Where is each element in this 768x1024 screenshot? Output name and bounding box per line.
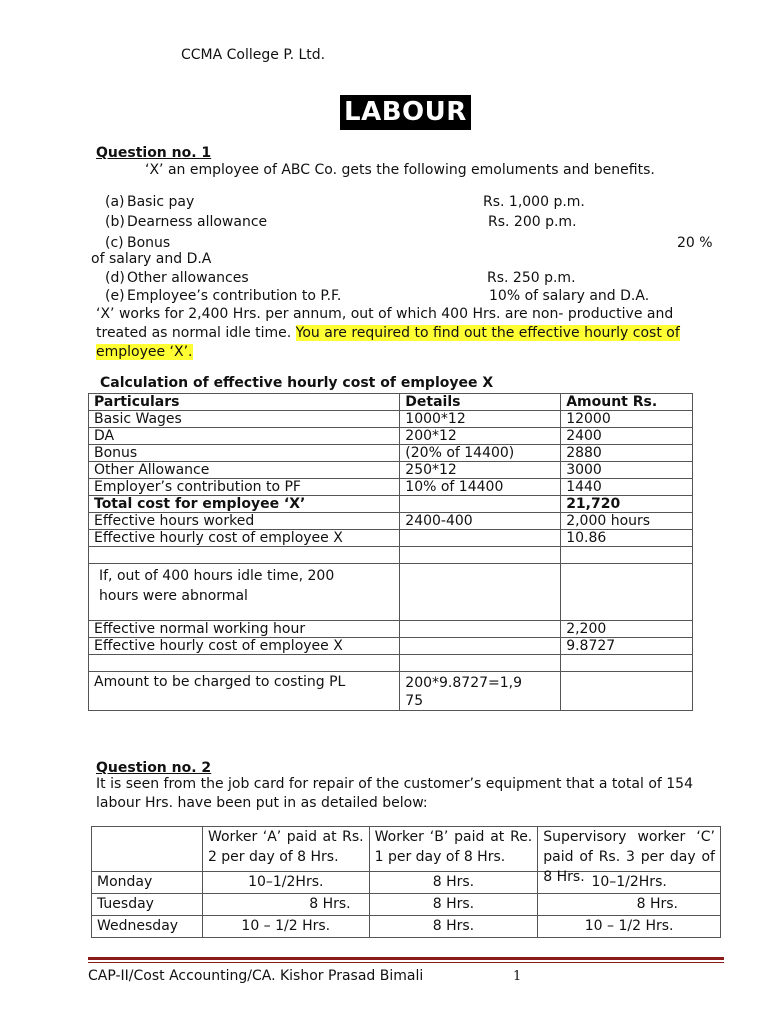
table-cell: 10.86 — [561, 530, 693, 547]
table-cell: 10–1/2Hrs. — [538, 872, 721, 894]
table-cell: 2400-400 — [400, 513, 561, 530]
note-row — [89, 564, 693, 621]
table-cell: 1000*12 — [400, 411, 561, 428]
item-b-value: Rs. 200 p.m. — [488, 214, 577, 230]
item-c-label: (c) — [105, 235, 124, 251]
table-row — [89, 621, 693, 638]
table-cell: 2400 — [561, 428, 693, 445]
column-header: Worker ‘B’ paid at Re. 1 per day of 8 Hrs. — [369, 827, 538, 872]
table-row — [89, 462, 693, 479]
column-header: Amount Rs. — [561, 394, 693, 411]
page-number: 1 — [513, 969, 522, 984]
question-2-heading: Question no. 2 — [96, 760, 212, 776]
table-cell: Total cost for employee ‘X’ — [89, 496, 400, 513]
charge-detail-line-1: 200*9.8727=1,9 — [405, 675, 522, 691]
day-cell: Tuesday — [92, 894, 203, 916]
table-cell: Effective hourly cost of employee X — [89, 638, 400, 655]
column-header: Particulars — [89, 394, 400, 411]
charge-row — [89, 672, 693, 711]
table-cell: 10% of 14400 — [400, 479, 561, 496]
empty-row — [89, 655, 693, 672]
table-cell: 10–1/2Hrs. — [202, 872, 369, 894]
item-e-value: 10% of salary and D.A. — [489, 288, 650, 304]
question-1-heading: Question no. 1 — [96, 145, 212, 161]
item-a-name: Basic pay — [127, 194, 195, 210]
table-cell: 12000 — [561, 411, 693, 428]
column-header: Supervisory worker ‘C’ paid of Rs. 3 per day of 8 Hrs. — [538, 827, 721, 872]
table-cell: 2880 — [561, 445, 693, 462]
calc-heading: Calculation of effective hourly cost of employee X — [100, 375, 494, 391]
table-row — [89, 428, 693, 445]
calculation-table — [88, 393, 693, 711]
table-cell: 21,720 — [561, 496, 693, 513]
note-line-2: hours were abnormal — [99, 588, 248, 604]
table-cell: Effective hourly cost of employee X — [89, 530, 400, 547]
table-cell — [400, 530, 561, 547]
worker-hours-table — [91, 826, 721, 938]
table-cell: 250*12 — [400, 462, 561, 479]
note-cell — [89, 564, 400, 621]
table-cell: 9.8727 — [561, 638, 693, 655]
table-row — [89, 411, 693, 428]
item-d-name: Other allowances — [127, 270, 249, 286]
item-c-name: Bonus — [127, 235, 171, 251]
table-header-row — [92, 827, 721, 872]
question-1-intro: ‘X’ an employee of ABC Co. gets the following emoluments and benefits. — [145, 162, 655, 178]
table-cell: 10 – 1/2 Hrs. — [202, 916, 369, 938]
table-cell: 1440 — [561, 479, 693, 496]
question-1-paragraph — [96, 305, 680, 362]
page-title: LABOUR — [340, 95, 471, 130]
table-cell: Basic Wages — [89, 411, 400, 428]
table-cell: Bonus — [89, 445, 400, 462]
footer-rule-thin — [88, 962, 724, 963]
table-cell: 8 Hrs. — [369, 872, 538, 894]
table-cell: 2,000 hours — [561, 513, 693, 530]
item-c-value: 20 % — [677, 235, 713, 251]
empty-row — [89, 547, 693, 564]
table-cell: Effective normal working hour — [89, 621, 400, 638]
highlighted-requirement: You are required to find out the effective hourly cost of — [295, 325, 680, 341]
item-b-name: Dearness allowance — [127, 214, 268, 230]
note-line-1: If, out of 400 hours idle time, 200 — [99, 568, 335, 584]
paragraph-line-3 — [96, 343, 680, 362]
item-c-continuation: of salary and D.A — [91, 251, 212, 267]
item-b-label: (b) — [105, 214, 125, 230]
column-header: Worker ‘A’ paid at Rs. 2 per day of 8 Hrs. — [202, 827, 369, 872]
item-d-value: Rs. 250 p.m. — [487, 270, 576, 286]
table-cell — [400, 638, 561, 655]
footer-text: CAP-II/Cost Accounting/CA. Kishor Prasad Bimali — [88, 968, 424, 984]
table-cell: 10 – 1/2 Hrs. — [538, 916, 721, 938]
day-cell: Wednesday — [92, 916, 203, 938]
table-cell: 2,200 — [561, 621, 693, 638]
footer-rule — [88, 957, 724, 960]
table-row — [92, 916, 721, 938]
day-cell: Monday — [92, 872, 203, 894]
table-row — [89, 638, 693, 655]
table-cell: 8 Hrs. — [538, 894, 721, 916]
item-a-value: Rs. 1,000 p.m. — [483, 194, 585, 210]
table-cell: 3000 — [561, 462, 693, 479]
item-d-label: (d) — [105, 270, 125, 286]
item-e-name: Employee’s contribution to P.F. — [127, 288, 342, 304]
paragraph-line-2 — [96, 324, 680, 343]
table-cell: Effective hours worked — [89, 513, 400, 530]
column-header: Details — [400, 394, 561, 411]
table-row — [89, 445, 693, 462]
table-row — [89, 513, 693, 530]
item-e-label: (e) — [105, 288, 125, 304]
table-cell — [400, 496, 561, 513]
table-cell: Amount to be charged to costing PL — [89, 672, 400, 711]
table-cell — [400, 621, 561, 638]
table-cell: (20% of 14400) — [400, 445, 561, 462]
table-cell: Other Allowance — [89, 462, 400, 479]
question-2-line-1: It is seen from the job card for repair of the customer’s equipment that a total of 154 — [96, 776, 693, 792]
table-cell: 8 Hrs. — [369, 894, 538, 916]
table-cell: 8 Hrs. — [202, 894, 369, 916]
paragraph-line-2-text: treated as normal idle time. — [96, 325, 296, 341]
highlighted-requirement-end: employee ‘X’. — [96, 344, 193, 360]
table-row — [89, 530, 693, 547]
item-a-label: (a) — [105, 194, 125, 210]
table-header-row — [89, 394, 693, 411]
table-row — [92, 872, 721, 894]
paragraph-line-1: ‘X’ works for 2,400 Hrs. per annum, out of which 400 Hrs. are non- productive and — [96, 306, 674, 322]
total-row — [89, 496, 693, 513]
table-row — [89, 479, 693, 496]
table-cell — [400, 672, 561, 711]
table-cell: Employer’s contribution to PF — [89, 479, 400, 496]
table-cell: 200*12 — [400, 428, 561, 445]
charge-detail-line-2: 75 — [405, 693, 424, 709]
table-cell: DA — [89, 428, 400, 445]
question-2-line-2: labour Hrs. have been put in as detailed below: — [96, 795, 428, 811]
table-row — [92, 894, 721, 916]
college-name: CCMA College P. Ltd. — [181, 47, 326, 63]
table-cell: 8 Hrs. — [369, 916, 538, 938]
